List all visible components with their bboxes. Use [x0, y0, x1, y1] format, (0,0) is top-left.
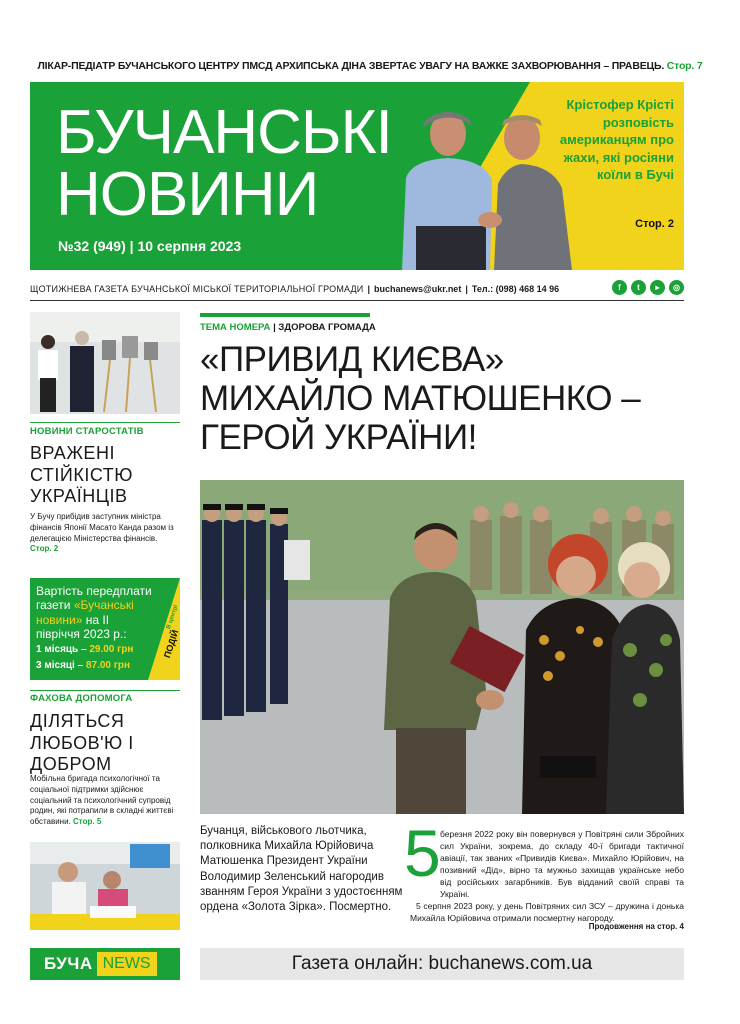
sidebar-text-2-ref[interactable]: Стор. 5: [73, 817, 102, 827]
sidebar-headline-2[interactable]: ДІЛЯТЬСЯ ЛЮБОВ'Ю І ДОБРОМ: [30, 711, 134, 775]
top-teaser-text: ЛІКАР-ПЕДІАТР БУЧАНСЬКОГО ЦЕНТРУ ПМСД АРХИПСЬКА ДІНА ЗВЕРТАЄ УВАГУ НА ВАЖКЕ ЗАХВОРЮВАННЯ – ПРАВЕЦЬ.: [37, 60, 665, 72]
email-link[interactable]: buchanews@ukr.net: [374, 284, 462, 294]
logo-bold-text: БУЧА: [44, 954, 93, 973]
price-2-value: 87.00 грн: [85, 660, 131, 671]
masthead: [30, 82, 684, 270]
social-icons: [612, 280, 684, 295]
sidebar-rubric-line: [30, 690, 180, 691]
telegram-icon[interactable]: ▸: [650, 280, 665, 295]
rubric-theme: ТЕМА НОМЕРА: [200, 322, 271, 333]
subscription-corner-big: ПОДІЙ: [162, 628, 180, 660]
top-teaser-strip[interactable]: [30, 60, 710, 72]
price-1-label: 1 місяць –: [36, 644, 90, 655]
sidebar-rubric-help: ФАХОВА ДОПОМОГА: [30, 693, 133, 704]
sidebar-rubric-starostats: НОВИНИ СТАРОСТАТІВ: [30, 426, 144, 437]
sidebar-rubric-line: [30, 422, 180, 423]
main-lead: Бучанця, військового льотчика, полковника Михайла Юрійовича Матюшенка Президент України Володимир Зеленський нагородив званням Героя України з удостоєнням ордена «Золота Зірка». Посмертно.: [200, 825, 403, 913]
continued-ref[interactable]: Продовження на стор. 4: [588, 922, 684, 931]
theme-bar: [200, 313, 370, 317]
main-body-p1: березня 2022 року він повернувся у Повітряні сили Збройних сил України, зокрема, до складу 40-ї бригади тактичної авіації, так званих «Привидів Києва». Михайло Юрійович, на позивний «Дід», вірно та мужньо захищав українське небо від російських загарбників. Був відданий своїй справі та Україні.: [440, 829, 684, 900]
main-photo-award-ceremony: [200, 480, 684, 814]
rubric-separator: |: [273, 322, 279, 333]
rubric-section: ЗДОРОВА ГРОМАДА: [278, 322, 376, 333]
price-1-value: 29.00 грн: [89, 644, 134, 655]
main-dropcap: 5: [404, 816, 441, 890]
sidebar-photo-help: [30, 842, 180, 930]
issue-number-date: №32 (949) | 10 серпня 2023: [58, 238, 242, 254]
phone-number: Тел.: (098) 468 14 96: [471, 284, 560, 294]
info-line: [30, 280, 684, 298]
masthead-teaser-ref[interactable]: Стор. 2: [635, 218, 674, 230]
sidebar-headline-1[interactable]: ВРАЖЕНІ СТІЙКІСТЮ УКРАЇНЦІВ: [30, 443, 133, 507]
sidebar-text-2: [30, 774, 180, 828]
subscription-price-2: [36, 660, 130, 671]
subscription-line2: на ІІ півріччя 2023 р.:: [36, 612, 127, 642]
top-teaser-ref[interactable]: Стор. 7: [666, 60, 703, 72]
separator: |: [465, 284, 468, 294]
sidebar-text-1-ref[interactable]: Стор. 2: [30, 544, 59, 554]
logo-news-text: NEWS: [97, 952, 157, 976]
subscription-paper-name: «Бучанські новини»: [36, 598, 134, 627]
header-divider: [30, 300, 684, 301]
sidebar-photo-delegation: [30, 312, 180, 414]
separator: |: [367, 284, 371, 294]
main-body: [410, 828, 684, 925]
main-body-p2: 5 серпня 2023 року, у день Повітряних сил ЗСУ – дружина і донька Михайла Юрійовича отримали посмертну нагороду.: [410, 901, 684, 924]
subscription-box[interactable]: [30, 578, 180, 680]
masthead-title-line1: БУЧАНСЬКІ: [56, 98, 392, 167]
online-link-bar[interactable]: Газета онлайн: buchanews.com.ua: [200, 948, 684, 980]
bucha-news-logo[interactable]: [30, 948, 180, 980]
sidebar-text-2-body: Мобільна бригада психологічної та соціальної підтримки здійснює соціальний та психологічний супровід родин, які потрапили в складні життєві обставини.: [30, 774, 174, 827]
subscription-line1: Вартість передплати газети: [36, 584, 152, 613]
price-2-label: 3 місяці –: [36, 660, 86, 671]
masthead-title-line2: НОВИНИ: [56, 160, 319, 229]
instagram-icon[interactable]: ◎: [669, 280, 684, 295]
main-rubric: [200, 322, 376, 333]
subscription-corner-small: В центрі: [166, 604, 180, 630]
masthead-teaser[interactable]: Крістофер Крісті розповість американцям про жахи, які росіяни коїли в Бучі: [559, 97, 674, 183]
subscription-price-1: [36, 644, 133, 655]
subscription-title: [36, 584, 154, 642]
weekly-description: ЩОТИЖНЕВА ГАЗЕТА БУЧАНСЬКОЇ МІСЬКОЇ ТЕРИТОРІАЛЬНОЇ ГРОМАДИ: [30, 284, 364, 294]
main-headline[interactable]: «ПРИВИД КИЄВА» МИХАЙЛО МАТЮШЕНКО – ГЕРОЙ УКРАЇНИ!: [200, 340, 641, 458]
sidebar-text-1: [30, 512, 180, 555]
twitter-icon[interactable]: t: [631, 280, 646, 295]
sidebar-text-1-body: У Бучу прибідив заступник міністра фінансів Японії Масато Канда разом із делегацією Міністерства фінансів.: [30, 512, 174, 543]
facebook-icon[interactable]: f: [612, 280, 627, 295]
